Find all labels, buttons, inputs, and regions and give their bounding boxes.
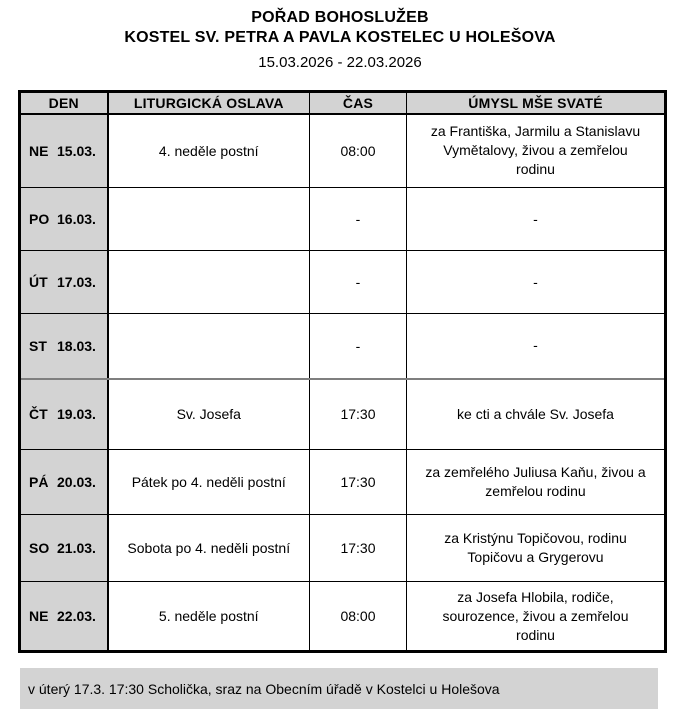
table-row	[20, 515, 666, 582]
day-cell	[20, 251, 108, 314]
day-date: 21.03.	[57, 540, 96, 556]
table-row	[20, 114, 666, 188]
day-abbreviation: ČT	[29, 406, 48, 423]
document-header	[0, 8, 680, 72]
day-abbreviation: ÚT	[29, 274, 48, 290]
liturgical-celebration-cell: 5. neděle postní	[108, 582, 310, 652]
day-cell	[20, 515, 108, 582]
mass-intention-cell: ke cti a chvále Sv. Josefa	[407, 379, 666, 450]
liturgical-celebration-cell: Sv. Josefa	[108, 379, 310, 450]
table-row	[20, 251, 666, 314]
time-cell: 17:30	[310, 450, 407, 515]
column-header-intention: ÚMYSL MŠE SVATÉ	[407, 92, 666, 114]
mass-intention-cell: -	[407, 188, 666, 251]
day-date: 15.03.	[57, 142, 96, 159]
day-abbreviation: PO	[29, 211, 50, 227]
mass-intention-cell: za Josefa Hlobila, rodiče, sourozence, živou a zemřelou rodinu	[407, 582, 666, 652]
mass-intention-cell: za Kristýnu Topičovou, rodinu Topičovu a Grygerovu	[407, 515, 666, 582]
liturgical-celebration-cell	[108, 314, 310, 379]
column-header-celebration: LITURGICKÁ OSLAVA	[108, 92, 310, 114]
time-cell: 17:30	[310, 515, 407, 582]
page-title: POŘAD BOHOSLUŽEB	[251, 9, 429, 26]
day-date: 19.03.	[57, 406, 96, 423]
day-cell	[20, 582, 108, 652]
mass-intention-cell: za zemřelého Juliusa Kaňu, živou a zemřelou rodinu	[407, 450, 666, 515]
table-row	[20, 450, 666, 515]
table-row	[20, 379, 666, 450]
time-cell: 08:00	[310, 582, 407, 652]
day-date: 17.03.	[57, 274, 96, 290]
time-cell: -	[310, 314, 407, 379]
day-abbreviation: SO	[29, 540, 50, 556]
day-abbreviation: PÁ	[29, 474, 49, 490]
table-row	[20, 314, 666, 379]
week-date-range: 15.03.2026 - 22.03.2026	[258, 54, 422, 71]
day-date: 22.03.	[57, 608, 96, 624]
table-header-row	[20, 92, 666, 114]
day-cell	[20, 379, 108, 450]
table-row	[20, 582, 666, 652]
announcement-bar	[20, 668, 658, 709]
mass-schedule-table	[18, 90, 667, 653]
mass-intention-cell: za Františka, Jarmilu a Stanislavu Vymětalovy, živou a zemřelou rodinu	[407, 114, 666, 188]
day-abbreviation: NE	[29, 142, 49, 159]
day-cell	[20, 314, 108, 379]
mass-intention-cell: -	[407, 314, 666, 379]
time-cell: -	[310, 188, 407, 251]
column-header-day: DEN	[20, 92, 108, 114]
liturgical-celebration-cell: 4. neděle postní	[108, 114, 310, 188]
day-cell	[20, 450, 108, 515]
day-abbreviation: NE	[29, 608, 49, 624]
table-row	[20, 188, 666, 251]
day-abbreviation: ST	[29, 337, 47, 354]
announcement-text: v úterý 17.3. 17:30 Scholička, sraz na Obecním úřadě v Kostelci u Holešova	[28, 680, 500, 697]
liturgical-celebration-cell: Pátek po 4. neděli postní	[108, 450, 310, 515]
day-date: 16.03.	[57, 211, 96, 227]
church-name: KOSTEL SV. PETRA A PAVLA KOSTELEC U HOLEŠOVA	[124, 29, 556, 46]
column-header-time: ČAS	[310, 92, 407, 114]
day-date: 20.03.	[57, 474, 96, 490]
time-cell: 08:00	[310, 114, 407, 188]
time-cell: -	[310, 251, 407, 314]
liturgical-celebration-cell	[108, 251, 310, 314]
day-date: 18.03.	[57, 337, 96, 354]
schedule-body	[20, 114, 666, 652]
time-cell: 17:30	[310, 379, 407, 450]
day-cell	[20, 114, 108, 188]
day-cell	[20, 188, 108, 251]
mass-intention-cell: -	[407, 251, 666, 314]
liturgical-celebration-cell	[108, 188, 310, 251]
liturgical-celebration-cell: Sobota po 4. neděli postní	[108, 515, 310, 582]
